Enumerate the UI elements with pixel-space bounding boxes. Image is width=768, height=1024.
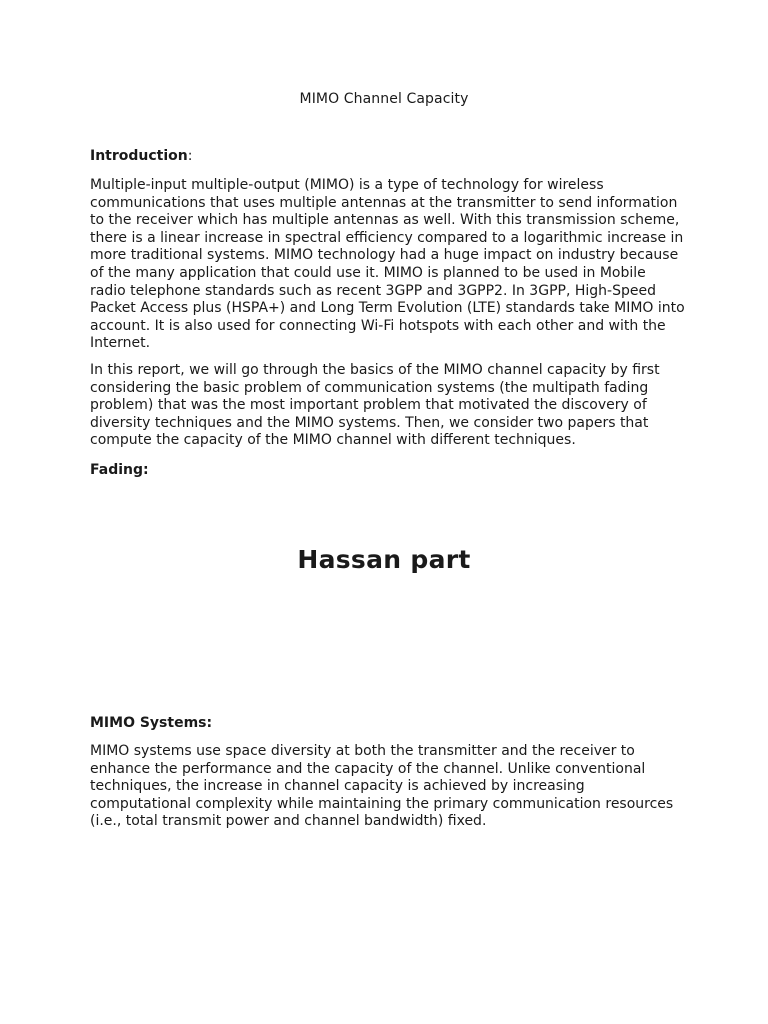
mimo-systems-paragraph: MIMO systems use space diversity at both the transmitter and the receiver to enhance the performance and the capacity of the channel. Unlike conventional techniques, the increase in channel capacity is achieved by increasing computational complexity while maintaining the primary communication resources (i.e., total transmit power and channel bandwidth) fixed. bbox=[90, 743, 674, 830]
introduction-section bbox=[90, 147, 690, 165]
mimo-systems-paragraph-wrap bbox=[90, 743, 690, 831]
document-title: MIMO Channel Capacity bbox=[299, 91, 469, 107]
introduction-paragraph-2: In this report, we will go through the basics of the MIMO channel capacity by first considering the basic problem of communication systems (the multipath fading problem) that was the most important problem that motivated the discovery of diversity techniques and the MIMO systems. Then, we consider two papers that compute the capacity of the MIMO channel with different techniques. bbox=[90, 362, 660, 449]
placeholder-part-text: Hassan part bbox=[297, 545, 471, 574]
introduction-heading-colon: : bbox=[187, 148, 193, 164]
mimo-systems-heading-label: MIMO Systems: bbox=[90, 715, 213, 731]
fading-heading-label: Fading: bbox=[90, 462, 149, 478]
mimo-systems-heading bbox=[90, 714, 690, 732]
introduction-paragraph-1: Multiple-input multiple-output (MIMO) is a type of technology for wireless communications that uses multiple antennas at the transmitter to send information to the receiver which has multiple antennas as well. With this transmission scheme, there is a linear increase in spectral efficiency compared to a logarithmic increase in more traditional systems. MIMO technology had a huge impact on industry because of the many application that could use it. MIMO is planned to be used in Mobile radio telephone standards such as recent 3GPP and 3GPP2. In 3GPP, High-Speed Packet Access plus (HSPA+) and Long Term Evolution (LTE) standards take MIMO into account. It is also used for connecting Wi-Fi hotspots with each other and with the Internet. bbox=[90, 177, 685, 352]
introduction-paragraph-1-wrap bbox=[90, 177, 690, 353]
introduction-heading-label: Introduction bbox=[90, 148, 188, 164]
mimo-systems-section bbox=[90, 714, 690, 732]
introduction-paragraph-2-wrap bbox=[90, 362, 690, 450]
introduction-heading bbox=[90, 147, 690, 165]
fading-section bbox=[90, 461, 690, 479]
fading-heading bbox=[90, 461, 690, 479]
